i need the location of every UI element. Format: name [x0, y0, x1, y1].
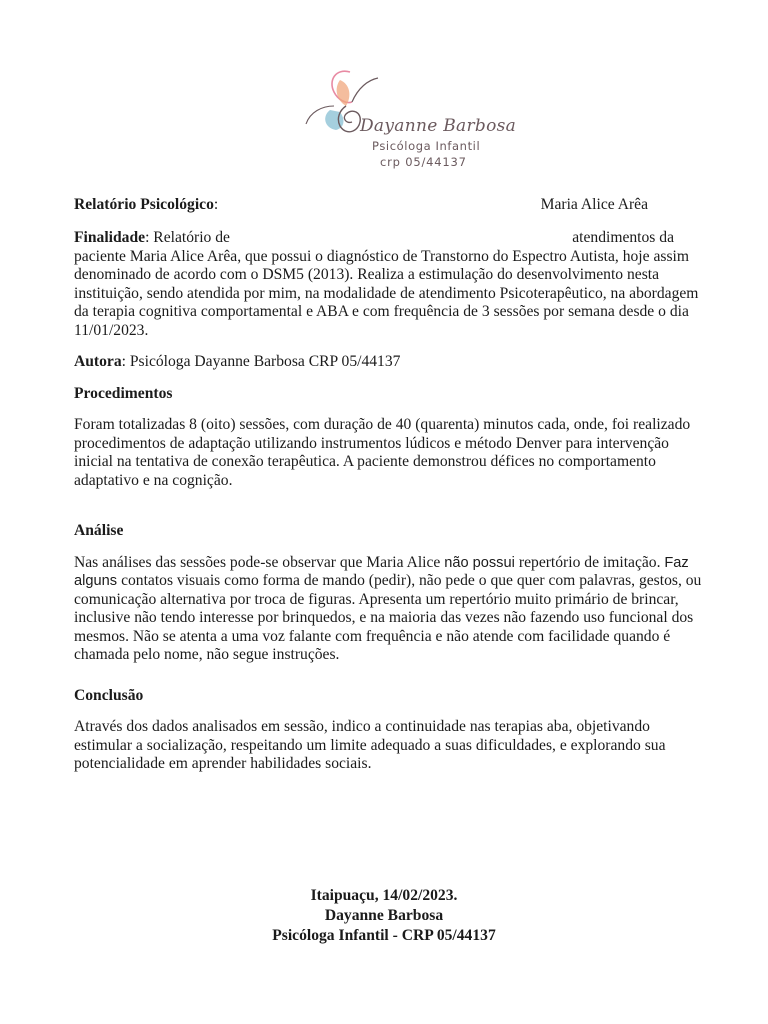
patient-name: Maria Alice Arêa — [540, 196, 648, 213]
signer-name: Dayanne Barbosa — [324, 907, 444, 924]
logo — [300, 66, 517, 176]
analise-part5: contatos visuais como forma de mando (pedir), não pede o que quer com palavras, gestos, ou comunicação alternativa por troca de figuras. Apresenta um repertório muito primário de brincar, inclusive não tendo interesse por brinquedos, e na maioria das vezes não fazendo uso funcional dos mesmos. Não se atenta a uma voz falante com frequência e não atende com facilidade quando é chamada pelo nome, não segue instruções. — [74, 572, 702, 663]
procedimentos-text: Foram totalizadas 8 (oito) sessões, com duração de 40 (quarenta) minutos cada, onde, foi realizado procedimentos de adaptação utilizando instrumentos lúdicos e método Denver para intervenção inicial na tentativa de conexão terapêutica. A paciente demonstrou défices no comportamento adaptativo e na cognição. — [74, 416, 691, 489]
analise-part1: Nas análises das sessões pode-se observar que Maria Alice — [74, 553, 445, 571]
finalidade-label: Finalidade — [74, 229, 146, 246]
logo-subtitle: Psicóloga Infantil — [372, 139, 481, 153]
place-date: Itaipuaçu, 14/02/2023. — [310, 887, 458, 904]
autora-label: Autora — [74, 353, 122, 370]
conclusao-text: Através dos dados analisados em sessão, indico a continuidade nas terapias aba, objetivando estimular a socialização, respeitando um limite adequado a suas dificuldades, e explorando sua potencialidade em aprender habilidades sociais. — [74, 718, 666, 772]
report-header-row — [74, 196, 706, 216]
logo-crp: crp 05/44137 — [380, 155, 467, 169]
logo-name: Dayanne Barbosa — [360, 116, 517, 136]
procedimentos-heading: Procedimentos — [74, 384, 173, 402]
report-body — [74, 196, 706, 774]
analise-text — [74, 554, 706, 665]
analise-part2: não possui — [444, 554, 519, 571]
title-colon: : — [213, 196, 219, 213]
signer-role: Psicóloga Infantil - CRP 05/44137 — [272, 927, 496, 944]
analise-part3: repertório de imitação. — [518, 553, 665, 571]
finalidade-line1-end: atendimentos da — [572, 229, 674, 246]
signature-block — [0, 886, 768, 946]
finalidade-section — [74, 229, 706, 340]
analise-part4: Faz alguns — [74, 554, 689, 589]
finalidade-line1-start: : Relatório de — [145, 229, 230, 246]
report-title: Relatório Psicológico — [74, 196, 214, 213]
autora-text: : Psicóloga Dayanne Barbosa CRP 05/44137 — [121, 353, 401, 370]
analise-heading: Análise — [74, 522, 124, 539]
conclusao-heading: Conclusão — [74, 686, 144, 704]
finalidade-text: paciente Maria Alice Arêa, que possui o diagnóstico de Transtorno do Espectro Autista, hoje assim denominado de acordo com o DSM5 (2013). Realiza a estimulação do desenvolvimento nesta instituição, sendo atendida por mim, na modalidade de atendimento Psicoterapêutico, na abordagem da terapia cognitiva comportamental e ABA e com frequência de 3 sessões por semana desde o dia 11/01/2023. — [74, 247, 699, 339]
autora-line — [74, 353, 706, 372]
